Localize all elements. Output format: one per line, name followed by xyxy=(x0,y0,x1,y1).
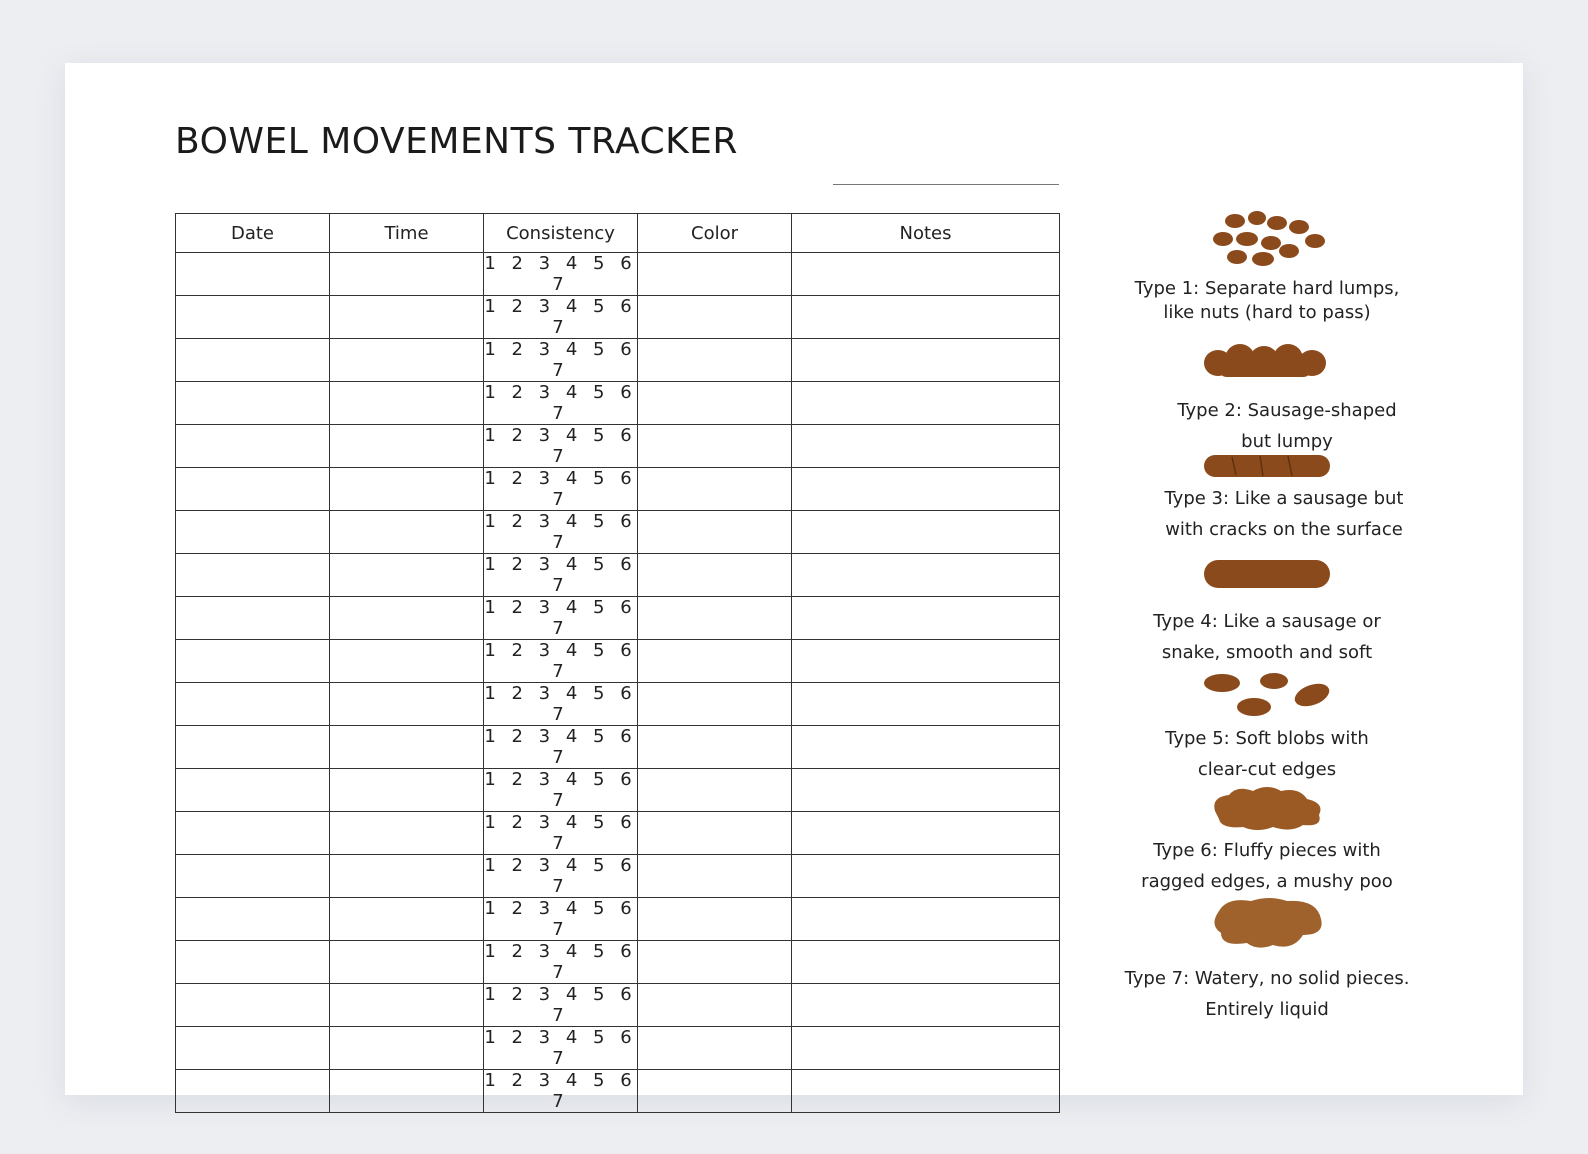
time-cell[interactable] xyxy=(330,1027,484,1070)
consistency-scale: 1 2 3 4 5 6 7 xyxy=(484,253,637,295)
table-row xyxy=(176,511,1060,554)
time-cell[interactable] xyxy=(330,640,484,683)
color-cell[interactable] xyxy=(638,898,792,941)
date-cell[interactable] xyxy=(176,941,330,984)
column-header-consistency: Consistency xyxy=(484,214,638,253)
color-cell[interactable] xyxy=(638,769,792,812)
notes-cell[interactable] xyxy=(792,339,1060,382)
time-cell[interactable] xyxy=(330,855,484,898)
type7-watery-icon xyxy=(1207,893,1327,953)
color-cell[interactable] xyxy=(638,468,792,511)
consistency-scale: 1 2 3 4 5 6 7 xyxy=(484,683,637,725)
legend-type-1-text: Type 1: Separate hard lumps, like nuts (hard to pass) xyxy=(1134,278,1400,323)
time-cell[interactable] xyxy=(330,554,484,597)
table-row xyxy=(176,425,1060,468)
time-cell[interactable] xyxy=(330,726,484,769)
date-cell[interactable] xyxy=(176,425,330,468)
color-cell[interactable] xyxy=(638,1027,792,1070)
notes-cell[interactable] xyxy=(792,984,1060,1027)
consistency-scale: 1 2 3 4 5 6 7 xyxy=(484,855,637,897)
color-cell[interactable] xyxy=(638,726,792,769)
time-cell[interactable] xyxy=(330,425,484,468)
legend-type-4-text: Type 4: Like a sausage or snake, smooth and soft xyxy=(1153,611,1381,663)
notes-cell[interactable] xyxy=(792,554,1060,597)
consistency-scale: 1 2 3 4 5 6 7 xyxy=(484,812,637,854)
table-row xyxy=(176,1070,1060,1113)
table-row xyxy=(176,984,1060,1027)
consistency-scale: 1 2 3 4 5 6 7 xyxy=(484,425,637,467)
date-cell[interactable] xyxy=(176,511,330,554)
type5-soft-blobs-icon xyxy=(1202,669,1332,719)
color-cell[interactable] xyxy=(638,253,792,296)
time-cell[interactable] xyxy=(330,468,484,511)
tracker-table xyxy=(175,213,1060,1113)
type6-mushy-pieces-icon xyxy=(1207,783,1327,833)
time-cell[interactable] xyxy=(330,898,484,941)
color-cell[interactable] xyxy=(638,597,792,640)
time-cell[interactable] xyxy=(330,769,484,812)
legend-type-4 xyxy=(1117,556,1417,668)
consistency-scale: 1 2 3 4 5 6 7 xyxy=(484,726,637,768)
header-row xyxy=(176,214,1060,253)
date-cell[interactable] xyxy=(176,898,330,941)
table-row xyxy=(176,597,1060,640)
notes-cell[interactable] xyxy=(792,855,1060,898)
notes-cell[interactable] xyxy=(792,726,1060,769)
consistency-scale: 1 2 3 4 5 6 7 xyxy=(484,468,637,510)
date-cell[interactable] xyxy=(176,468,330,511)
color-cell[interactable] xyxy=(638,1070,792,1113)
table-row xyxy=(176,1027,1060,1070)
consistency-scale: 1 2 3 4 5 6 7 xyxy=(484,941,637,983)
notes-cell[interactable] xyxy=(792,812,1060,855)
color-cell[interactable] xyxy=(638,554,792,597)
tracker-sheet xyxy=(65,63,1523,1112)
table-row xyxy=(176,554,1060,597)
time-cell[interactable] xyxy=(330,984,484,1027)
table-row xyxy=(176,296,1060,339)
table-row xyxy=(176,253,1060,296)
consistency-scale: 1 2 3 4 5 6 7 xyxy=(484,898,637,940)
page-title: BOWEL MOVEMENTS TRACKER xyxy=(175,121,738,162)
consistency-scale: 1 2 3 4 5 6 7 xyxy=(484,1027,637,1069)
legend-type-2 xyxy=(1117,339,1417,457)
color-cell[interactable] xyxy=(638,855,792,898)
legend-type-5-text: Type 5: Soft blobs with clear-cut edges xyxy=(1165,728,1369,780)
consistency-scale: 1 2 3 4 5 6 7 xyxy=(484,382,637,424)
type2-lumpy-sausage-icon xyxy=(1202,339,1332,383)
notes-cell[interactable] xyxy=(792,683,1060,726)
legend-type-6 xyxy=(1117,783,1417,897)
column-header-time: Time xyxy=(330,214,484,253)
type1-hard-lumps-icon xyxy=(1207,211,1327,269)
color-cell[interactable] xyxy=(638,941,792,984)
time-cell[interactable] xyxy=(330,382,484,425)
legend-type-5 xyxy=(1117,669,1417,785)
date-cell[interactable] xyxy=(176,296,330,339)
legend-type-3-text: Type 3: Like a sausage but with cracks on the surface xyxy=(1164,488,1404,540)
color-cell[interactable] xyxy=(638,511,792,554)
consistency-scale: 1 2 3 4 5 6 7 xyxy=(484,554,637,596)
consistency-scale: 1 2 3 4 5 6 7 xyxy=(484,640,637,682)
column-header-notes: Notes xyxy=(792,214,1060,253)
table-row xyxy=(176,382,1060,425)
table-row xyxy=(176,812,1060,855)
date-cell[interactable] xyxy=(176,640,330,683)
date-cell[interactable] xyxy=(176,855,330,898)
time-cell[interactable] xyxy=(330,683,484,726)
notes-cell[interactable] xyxy=(792,898,1060,941)
date-cell[interactable] xyxy=(176,683,330,726)
date-cell[interactable] xyxy=(176,769,330,812)
name-line xyxy=(833,184,1059,185)
legend-type-6-text: Type 6: Fluffy pieces with ragged edges, a mushy poo xyxy=(1141,840,1393,892)
legend-type-7-text: Type 7: Watery, no solid pieces. Entirely liquid xyxy=(1124,968,1410,1020)
legend-type-1 xyxy=(1117,211,1417,325)
notes-cell[interactable] xyxy=(792,511,1060,554)
consistency-scale: 1 2 3 4 5 6 7 xyxy=(484,1070,637,1112)
time-cell[interactable] xyxy=(330,812,484,855)
column-header-date: Date xyxy=(176,214,330,253)
column-header-color: Color xyxy=(638,214,792,253)
color-cell[interactable] xyxy=(638,339,792,382)
consistency-scale: 1 2 3 4 5 6 7 xyxy=(484,296,637,338)
notes-cell[interactable] xyxy=(792,253,1060,296)
date-cell[interactable] xyxy=(176,597,330,640)
table-row xyxy=(176,726,1060,769)
date-cell[interactable] xyxy=(176,1027,330,1070)
notes-cell[interactable] xyxy=(792,382,1060,425)
notes-cell[interactable] xyxy=(792,640,1060,683)
notes-cell[interactable] xyxy=(792,1027,1060,1070)
date-cell[interactable] xyxy=(176,554,330,597)
consistency-scale: 1 2 3 4 5 6 7 xyxy=(484,769,637,811)
legend-type-3 xyxy=(1117,451,1417,545)
time-cell[interactable] xyxy=(330,511,484,554)
table-row xyxy=(176,683,1060,726)
legend-type-2-text: Type 2: Sausage-shaped but lumpy xyxy=(1177,400,1397,452)
notes-cell[interactable] xyxy=(792,1070,1060,1113)
date-cell[interactable] xyxy=(176,253,330,296)
table-row xyxy=(176,640,1060,683)
consistency-scale: 1 2 3 4 5 6 7 xyxy=(484,511,637,553)
notes-cell[interactable] xyxy=(792,941,1060,984)
date-cell[interactable] xyxy=(176,339,330,382)
date-cell[interactable] xyxy=(176,382,330,425)
table-row xyxy=(176,941,1060,984)
color-cell[interactable] xyxy=(638,984,792,1027)
color-cell[interactable] xyxy=(638,812,792,855)
legend-type-7 xyxy=(1117,893,1417,1025)
notes-cell[interactable] xyxy=(792,769,1060,812)
time-cell[interactable] xyxy=(330,1070,484,1113)
notes-cell[interactable] xyxy=(792,468,1060,511)
color-cell[interactable] xyxy=(638,640,792,683)
time-cell[interactable] xyxy=(330,339,484,382)
time-cell[interactable] xyxy=(330,941,484,984)
table-row xyxy=(176,769,1060,812)
color-cell[interactable] xyxy=(638,382,792,425)
date-cell[interactable] xyxy=(176,1070,330,1113)
color-cell[interactable] xyxy=(638,296,792,339)
time-cell[interactable] xyxy=(330,296,484,339)
color-cell[interactable] xyxy=(638,425,792,468)
table-row xyxy=(176,855,1060,898)
time-cell[interactable] xyxy=(330,597,484,640)
color-cell[interactable] xyxy=(638,683,792,726)
date-cell[interactable] xyxy=(176,812,330,855)
consistency-scale: 1 2 3 4 5 6 7 xyxy=(484,339,637,381)
notes-cell[interactable] xyxy=(792,296,1060,339)
type3-cracked-sausage-icon xyxy=(1202,451,1332,481)
table-row xyxy=(176,898,1060,941)
date-cell[interactable] xyxy=(176,726,330,769)
table-row xyxy=(176,468,1060,511)
notes-cell[interactable] xyxy=(792,597,1060,640)
time-cell[interactable] xyxy=(330,253,484,296)
type4-smooth-sausage-icon xyxy=(1202,556,1332,592)
consistency-scale: 1 2 3 4 5 6 7 xyxy=(484,597,637,639)
notes-cell[interactable] xyxy=(792,425,1060,468)
date-cell[interactable] xyxy=(176,984,330,1027)
table-row xyxy=(176,339,1060,382)
consistency-scale: 1 2 3 4 5 6 7 xyxy=(484,984,637,1026)
